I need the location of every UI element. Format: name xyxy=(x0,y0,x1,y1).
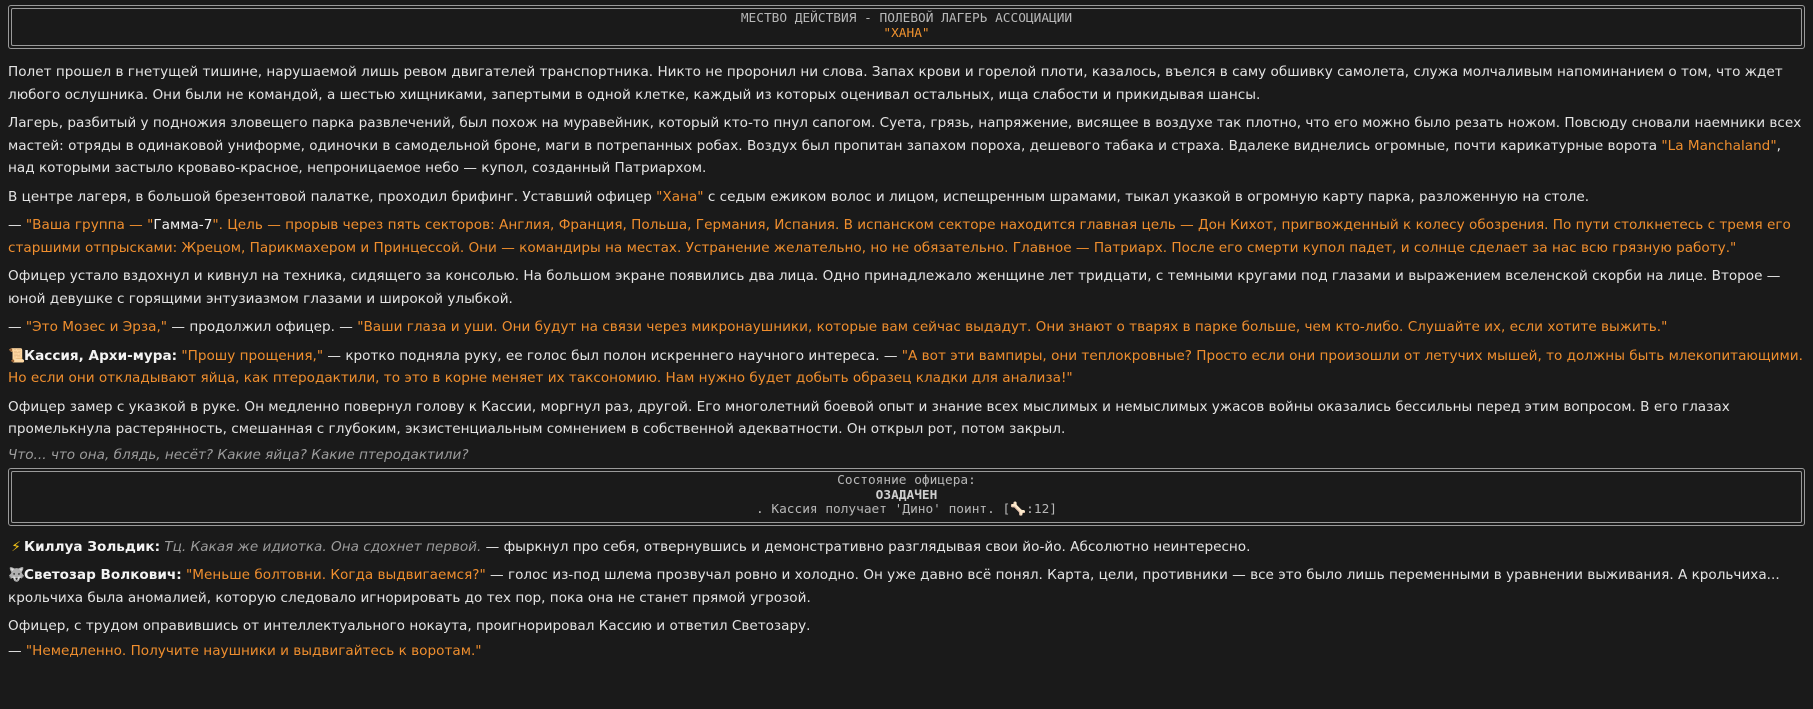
svetozar-rest: — голос из-под шлема прозвучал ровно и холодно. Он уже давно всё понял. Карта, цели, противники — все это было лишь переменными в уравнении выживания. А крольчиха... крольчиха была аномалией, которую следовало игнорировать до тех пор, пока она не станет прямой угрозой. xyxy=(8,567,1780,606)
bone-icon: 🦴 xyxy=(1010,502,1027,517)
camp-text-end: , над которыми застыло кроваво-красное, непроницаемое небо — купол, созданный Патриархом. xyxy=(8,137,1781,176)
kassia-mid: — кротко подняла руку, ее голос был полон искреннего научного интереса. — xyxy=(323,347,902,364)
location-banner xyxy=(8,5,1805,49)
kassia-quote: "Прошу прощения," xyxy=(181,347,324,364)
officer-thought: Что... что она, блядь, несёт? Какие яйца? Какие птеродактили? xyxy=(8,446,469,463)
paragraph-kassia xyxy=(8,345,1805,390)
status-note-text: . Кассия получает 'Дино' поинт. [ xyxy=(755,502,1011,517)
briefing-text-end: с седым ежиком волос и лицом, испещренным шрамами, тыкал указкой в огромную карту парка, разложенную на столе. xyxy=(703,188,1590,205)
handlers-mid: — продолжил офицер. — xyxy=(167,319,358,335)
orders-quote: ". Цель — прорыв через пять секторов: Англия, Франция, Польша, Германия, Испания. В испанском секторе находится главная цель — Дон Кихот, пригвожденный к колесу обозрения. По пути столкнетесь с тремя его старшими отпрысками: Жрецом, Парикмахером и Принцессой. Они — командиры на местах. Устранение желательно, но не обязательно. Главное — Патриарх. После его смерти купол падет, и солнце сделает за нас всю грязную работу." xyxy=(8,217,1791,256)
paragraph-officer-answer: Офицер, с трудом оправившись от интеллектуального нокаута, проигнорировал Кассию и ответил Светозару. xyxy=(8,618,811,634)
paragraph-screen: Офицер устало вздохнул и кивнул на техника, сидящего за консолью. На большом экране появились два лица. Одно принадлежало женщине лет тридцати, с темными кругами под глазами и выражением вселенской скорби на лице. Второе — юной девушке с горящими энтузиазмом глазами и широкой улыбкой. xyxy=(8,268,1781,307)
paragraph-killua xyxy=(8,536,1805,559)
camp-text: Лагерь, разбитый у подножия зловещего парка развлечений, был похож на муравейник, который кто-то пнул сапогом. Суета, грязь, напряжение, висящее в воздухе так плотно, что его можно было резать ножом. Повсюду сновали наемники всех мастей: отряды в одинаковой униформе, одиночки в самодельной броне, маги в потрепанных робах. Воздух был пропитан запахом пороха, дешевого табака и страха. Вдалеке виднелись огромные, почти карикатурные ворота xyxy=(8,115,1802,154)
handlers-quote: "Это Мозес и Эрза," xyxy=(25,319,168,335)
dash: — xyxy=(8,642,26,659)
wolf-icon: 🐺 xyxy=(8,567,25,583)
status-value: ОЗАДАЧЕН xyxy=(875,487,938,503)
officer-name: "Хана" xyxy=(656,188,704,205)
dash: — xyxy=(8,217,26,233)
location-label: МЕСТВО ДЕЙСТВИЯ - ПОЛЕВОЙ ЛАГЕРЬ АССОЦИАЦИИ xyxy=(740,11,1073,26)
scroll-icon: 📜 xyxy=(8,347,25,364)
paragraph-camp xyxy=(8,112,1805,180)
status-label: Состояние офицера: xyxy=(837,473,976,488)
paragraph-final-order xyxy=(8,640,1805,663)
location-name: "ХАНА" xyxy=(883,25,930,41)
handlers-quote-end: "Ваши глаза и уши. Они будут на связи через микронаушники, которые вам сейчас выдадут. Они знают о тварях в парке больше, чем кто-либо. Слушайте их, если хотите выжить." xyxy=(357,319,1668,335)
paragraph-svetozar xyxy=(8,564,1805,609)
orders-quote-start: "Ваша группа — " xyxy=(25,217,154,233)
svetozar-quote: "Меньше болтовни. Когда выдвигаемся?" xyxy=(186,567,486,583)
status-note-count: :12] xyxy=(1026,502,1057,517)
speaker-kassia: Кассия, Архи-мура: xyxy=(24,347,178,364)
briefing-text: В центре лагеря, в большой брезентовой палатке, проходил брифинг. Уставший офицер xyxy=(8,188,657,205)
gate-name: "La Manchaland" xyxy=(1661,137,1777,154)
kassia-quote-end: "А вот эти вампиры, они теплокровные? Просто если они произошли от летучих мышей, то должны быть млекопитающими. Но если они откладывают яйца, как птеродактили, то это в корне меняет их таксономию. Нам нужно будет добыть образец кладки для анализа!" xyxy=(8,347,1803,386)
lightning-icon: ⚡ xyxy=(11,538,21,555)
killua-thought: Тц. Какая же идиотка. Она сдохнет первой. xyxy=(164,538,482,555)
status-box-inner xyxy=(11,471,1802,523)
speaker-killua: Киллуа Зольдик: xyxy=(24,538,161,555)
paragraph-officer-orders xyxy=(8,214,1805,259)
killua-rest: — фыркнул про себя, отвернувшись и демонстративно разглядывая свои йо-йо. Абсолютно неинтересно. xyxy=(481,538,1251,555)
status-box xyxy=(8,468,1805,526)
group-name: Гамма-7 xyxy=(153,217,213,233)
status-note xyxy=(12,503,1801,518)
paragraph-flight: Полет прошел в гнетущей тишине, нарушаемой лишь ревом двигателей транспортника. Никто не проронил ни слова. Запах крови и горелой плоти, казалось, въелся в саму обшивку самолета, служа молчаливым напоминанием о том, что ждет любого ослушника. Они были не командой, а шестью хищниками, запертыми в одной клетке, каждый из которых оценивал остальных, ища слабости и прикидывая шансы. xyxy=(8,64,1783,103)
paragraph-officer-reaction: Офицер замер с указкой в руке. Он медленно повернул голову к Кассии, моргнул раз, другой. Его многолетний боевой опыт и знание всех мыслимых и немыслимых ужасов войны оказались бессильны перед этим вопросом. В его глазах промелькнула растерянность, смешанная с глубоким, экзистенциальным сомнением в собственной адекватности. Он открыл рот, потом закрыл. xyxy=(8,398,1730,437)
final-order-quote: "Немедленно. Получите наушники и выдвигайтесь к воротам." xyxy=(25,642,482,659)
location-banner-inner xyxy=(11,8,1802,46)
dash: — xyxy=(8,319,26,335)
paragraph-intro-handlers xyxy=(8,316,1805,339)
paragraph-briefing xyxy=(8,186,1805,209)
speaker-svetozar: Светозар Волкович: xyxy=(24,567,182,583)
